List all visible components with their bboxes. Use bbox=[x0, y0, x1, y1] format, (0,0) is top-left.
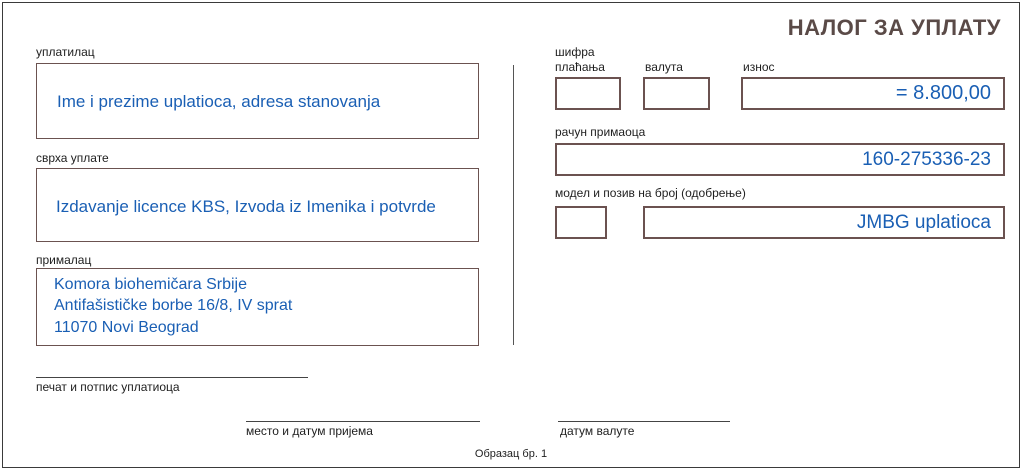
value-date-label: датум валуте bbox=[560, 424, 635, 438]
purpose-field[interactable] bbox=[36, 168, 479, 242]
reference-number-field[interactable] bbox=[643, 206, 1005, 239]
amount-field[interactable] bbox=[741, 77, 1005, 110]
place-date-label: место и датум пријема bbox=[246, 424, 373, 438]
recipient-label: прималац bbox=[36, 253, 92, 267]
recipient-account-label: рачун примаоца bbox=[555, 125, 646, 139]
value-date-line bbox=[558, 421, 730, 422]
recipient-field[interactable] bbox=[36, 268, 479, 346]
payment-code-label-line1: шифра bbox=[555, 45, 595, 59]
form-number: Образац бр. 1 bbox=[474, 448, 548, 460]
recipient-line-2: Antifašističke borbe 16/8, IV sprat bbox=[54, 297, 293, 314]
recipient-account-field[interactable] bbox=[555, 143, 1005, 176]
model-field[interactable] bbox=[555, 206, 607, 239]
payer-field[interactable] bbox=[36, 63, 479, 139]
payment-order-form bbox=[2, 2, 1020, 468]
currency-label: валута bbox=[645, 60, 683, 74]
payment-code-field[interactable] bbox=[555, 77, 621, 110]
form-title: НАЛОГ ЗА УПЛАТУ bbox=[787, 15, 1001, 40]
amount-label: износ bbox=[743, 60, 775, 74]
payer-signature-label: печат и потпис уплатиоца bbox=[36, 380, 180, 394]
recipient-line-1: Komora biohemičara Srbije bbox=[54, 276, 247, 293]
purpose-label: сврха уплате bbox=[36, 151, 109, 165]
purpose-value: Izdavanje licence KBS, Izvoda iz Imenika i potvrde bbox=[56, 197, 436, 216]
recipient-line-3: 11070 Novi Beograd bbox=[54, 319, 199, 336]
currency-field[interactable] bbox=[643, 77, 710, 110]
column-divider bbox=[513, 65, 514, 345]
reference-number-value: JMBG uplatioca bbox=[856, 212, 991, 233]
place-date-line bbox=[246, 421, 480, 422]
payment-code-label-line2: плаћања bbox=[555, 60, 605, 74]
model-reference-label: модел и позив на број (одобрење) bbox=[555, 186, 746, 200]
payer-value: Ime i prezime uplatioca, adresa stanovanja bbox=[57, 92, 381, 111]
recipient-account-value: 160-275336-23 bbox=[862, 149, 991, 170]
payer-label: уплатилац bbox=[36, 45, 95, 59]
amount-value: = 8.800,00 bbox=[895, 82, 991, 104]
payer-signature-line bbox=[36, 377, 308, 378]
